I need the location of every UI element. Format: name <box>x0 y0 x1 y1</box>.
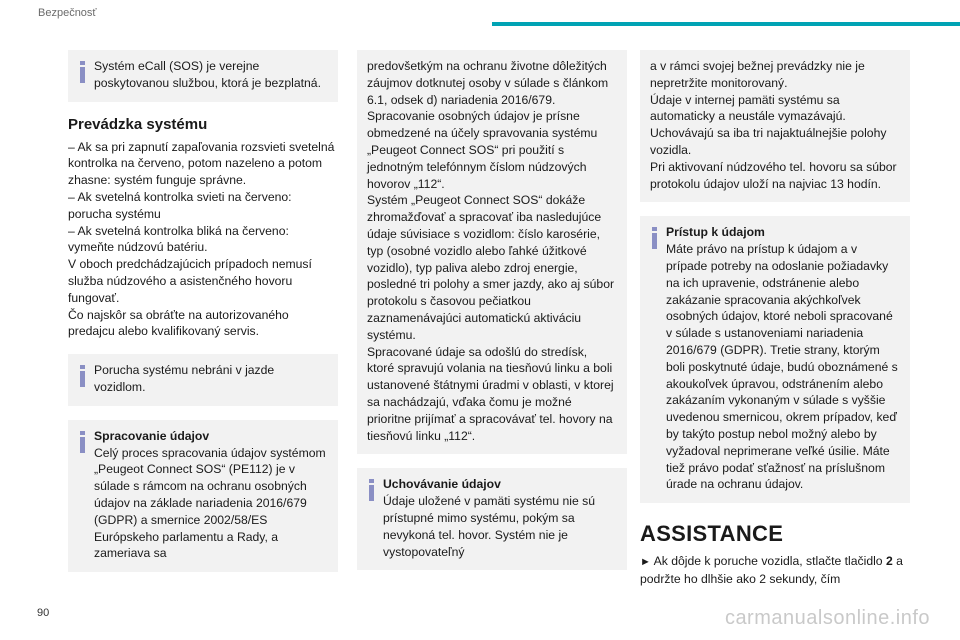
arrow-icon: ► <box>640 556 651 569</box>
assistance-text-rest: a podržte ho dlhšie ako 2 sekundy, čím <box>640 554 903 586</box>
page-header-title: Bezpečnosť <box>38 7 97 19</box>
page-number: 90 <box>37 607 50 619</box>
column-3 <box>640 50 910 602</box>
note-text: Porucha systému nebráni v jazde vozidlom. <box>94 363 275 394</box>
note-title: Prístup k údajom <box>666 225 765 240</box>
note-text: Máte právo na prístup k údajom a v prípade potreby na odoslanie požiadavky na ich upravenie, odstránenie alebo zakázanie spracovania akýchkoľvek osobných údajov, ktoré neboli spracované v súlade s ustanoveniami nariadenia 2016/679 (GDPR). Tretie strany, ktorým boli poskytnuté údaje, budú oboznámené s akoukoľvek úpravou, odstránením alebo zakázaním vykonaným v súlade s vyššie uvedenou smernicou, okrem prípadov, keď by takýto postup nebol možný alebo by vyžadoval neprimerane veľké úsilie. Máte tiež právo podať sťažnosť na príslušnom úrade na ochranu údajov. <box>666 242 898 492</box>
note-title: Uchovávanie údajov <box>383 477 501 492</box>
info-icon <box>369 479 374 501</box>
header-accent-bar <box>492 22 960 26</box>
note-data-processing <box>68 420 338 572</box>
button-number: 2 <box>885 554 893 569</box>
data-retention-continued: a v rámci svojej bežnej prevádzky nie je nepretržite monitorovaný. Údaje v internej pamäti systému sa automaticky a neustále vymazávajú. Uchovávajú sa iba tri najaktuálnejšie polohy vozidla. Pri aktivovaní núdzového tel. hovoru sa súbor protokolu údajov uloží na najviac 13 hodín. <box>640 50 910 202</box>
note-data-retention <box>357 468 627 570</box>
note-text: Údaje uložené v pamäti systému nie sú prístupné mimo systému, pokým sa nevykoná tel. hovor. Systém nie je vystopovateľný <box>383 494 596 559</box>
column-1 <box>68 50 338 586</box>
assistance-text: Ak dôjde k poruche vozidla, stlačte tlačidlo <box>653 554 883 569</box>
note-text: Systém eCall (SOS) je verejne poskytovanou službou, ktorá je bezplatná. <box>94 59 321 90</box>
watermark: carmanualsonline.info <box>724 607 930 629</box>
info-icon <box>80 365 85 387</box>
info-icon <box>80 61 85 83</box>
data-processing-continued: predovšetkým na ochranu životne dôležitých záujmov dotknutej osoby v súlade s článkom 6.1, odsek d) nariadenia 2016/679. Spracovanie osobných údajov je prísne obmedzené na účely spravovania systému „Peugeot Connect SOS“ pri použití s jednotným telefónnym číslom núdzových hovorov „112“. Systém „Peugeot Connect SOS“ dokáže zhromažďovať a spracovať iba nasledujúce údaje súvisiace s vozidlom: číslo karosérie, typ (osobné vozidlo alebo ľahké úžitkové vozidlo), typ paliva alebo zdroj energie, posledné tri polohy a smer jazdy, ako aj súbor protokolu s časovou pečiatkou zaznamenávajúci automatickú aktiváciu systému. Spracované údaje sa odošlú do stredísk, ktoré spravujú volania na tiesňovú linku a boli ustanovené štátnymi úradmi v oblasti, v ktorej sa nachádzajú, vďaka čomu je možné prioritne prijímať a spracovávať tel. hovory na tiesňovú linku „112“. <box>357 50 627 454</box>
info-icon <box>652 227 657 249</box>
note-data-access <box>640 216 910 503</box>
note-title: Spracovanie údajov <box>94 428 210 443</box>
info-icon <box>80 431 85 453</box>
section-heading-assistance: ASSISTANCE <box>640 521 784 547</box>
note-ecall-free <box>68 50 338 102</box>
section-heading-system-operation: Prevádzka systému <box>68 115 208 133</box>
note-text: Celý proces spracovania údajov systémom „Peugeot Connect SOS“ (PE112) je v súlade s rámcom na ochranu osobných údajov na základe nariadenia 2016/679 (GDPR) a smernice 2002/58/ES Európskeho parlamentu a Rady, a zameriava sa <box>94 445 326 561</box>
system-operation-body: – Ak sa pri zapnutí zapaľovania rozsvieti svetelná kontrolka na červeno, potom nazeleno a potom zhasne: systém funguje správne. – Ak svetelná kontrolka svieti na červeno: porucha systému – Ak svetelná kontrolka bliká na červeno: vymeňte núdzovú batériu. V oboch predchádzajúcich prípadoch nemusí služba núdzového a asistenčného hovoru fungovať. Čo najskôr sa obráťte na autorizovaného predajcu alebo kvalifikovaný servis. <box>68 139 335 339</box>
note-system-fault <box>68 354 338 406</box>
assistance-body <box>640 553 910 588</box>
column-2 <box>357 50 627 584</box>
